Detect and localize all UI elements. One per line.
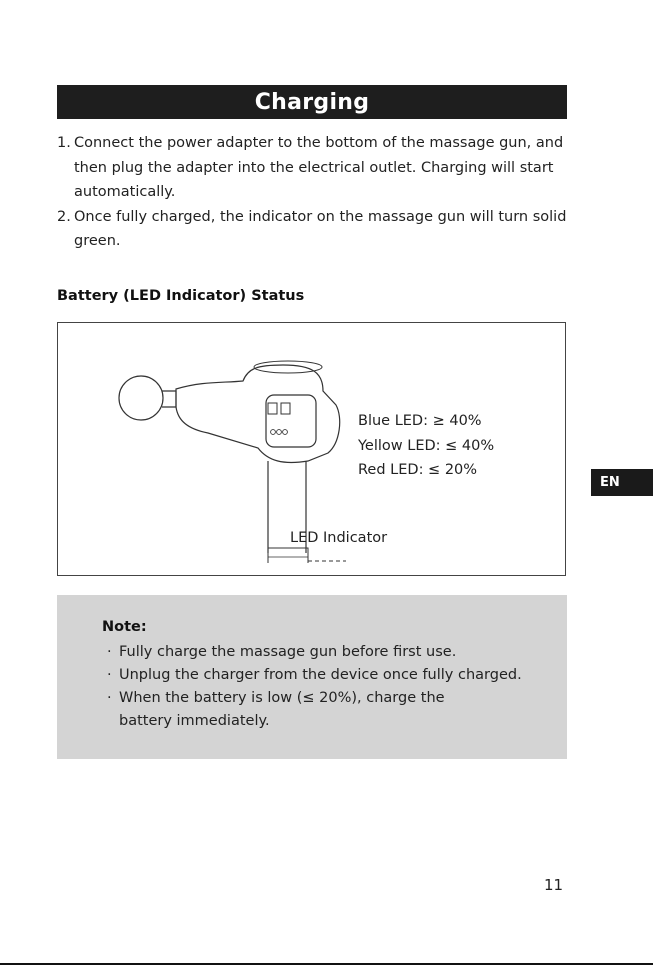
bullet-icon: · — [107, 667, 112, 683]
step-item — [57, 205, 567, 254]
note-item-text: Unplug the charger from the device once fully charged. — [119, 667, 522, 683]
note-title: Note: — [102, 619, 147, 635]
note-item-text: Fully charge the massage gun before first use. — [119, 644, 457, 660]
led-indicator-callout: LED Indicator — [290, 530, 388, 546]
led-status-blue: Blue LED: ≥ 40% — [358, 413, 482, 429]
led-status-red: Red LED: ≤ 20% — [358, 462, 478, 478]
note-list — [107, 641, 522, 733]
led-status-yellow: Yellow LED: ≤ 40% — [358, 437, 495, 454]
page-number: 11 — [544, 876, 564, 894]
page-title-bar — [57, 85, 567, 119]
charging-steps — [57, 131, 567, 254]
led-status-list — [358, 409, 494, 483]
language-tab: EN — [591, 469, 653, 496]
battery-status-heading: Battery (LED Indicator) Status — [57, 288, 305, 304]
bullet-icon: · — [107, 690, 112, 706]
step-text: Connect the power adapter to the bottom of the massage gun, and then plug the adapter into the electrical outlet. Charging will start automatically. — [74, 135, 564, 200]
note-item — [107, 664, 522, 687]
note-item — [107, 687, 449, 733]
page-title: Charging — [254, 89, 370, 115]
note-item-text: When the battery is low (≤ 20%), charge the battery immediately. — [119, 690, 445, 729]
step-number: 2. — [57, 208, 71, 225]
step-text: Once fully charged, the indicator on the massage gun will turn solid green. — [74, 208, 567, 249]
bullet-icon: · — [107, 644, 112, 660]
step-number: 1. — [57, 135, 71, 151]
note-box — [57, 595, 567, 759]
battery-status-box — [57, 322, 566, 576]
step-item — [57, 131, 567, 205]
note-item — [107, 641, 522, 664]
